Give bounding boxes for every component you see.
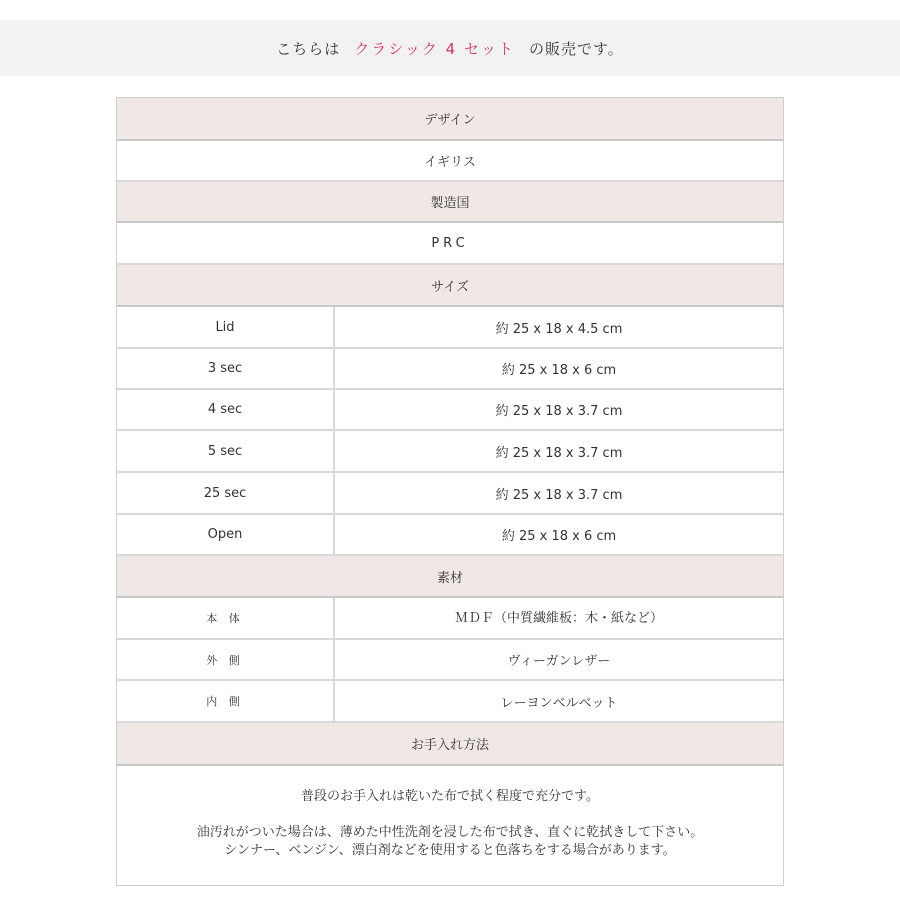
design-row (117, 141, 783, 182)
material-label: 素材 (436, 570, 463, 586)
design-header (117, 98, 783, 141)
material-row (117, 681, 783, 723)
material-row-value: ヴィーガンレザー (507, 654, 611, 669)
care-label: お手入れ方法 (410, 738, 489, 753)
care-paragraph-2 (117, 824, 783, 860)
size-row-value: 約 25 x 18 x 3.7 cm (495, 445, 623, 461)
size-row (117, 515, 783, 556)
size-row-name: 5 sec (117, 431, 335, 471)
material-row (117, 598, 783, 640)
intro-banner (0, 20, 900, 76)
banner-suffix: の販売です。 (528, 39, 624, 58)
size-row-name: 25 sec (117, 473, 335, 513)
size-row-value: 約 25 x 18 x 6 cm (501, 363, 617, 378)
size-row-value: 約 25 x 18 x 4.5 cm (495, 321, 623, 337)
origin-label: 製造国 (430, 196, 470, 211)
banner-prefix: こちらは (276, 39, 341, 58)
origin-value: PRC (431, 235, 469, 251)
origin-header (117, 182, 783, 223)
care-line-1: 普段のお手入れは乾いた布で拭く程度で充分です。 (301, 789, 599, 804)
spec-table (116, 97, 784, 886)
size-header (117, 265, 783, 307)
care-text (117, 766, 783, 885)
size-row-value: 約 25 x 18 x 3.7 cm (495, 404, 623, 419)
size-row-name: Open (117, 515, 335, 554)
size-row-name: Lid (117, 307, 335, 347)
size-row (117, 431, 783, 473)
care-line-3: シンナー、ベンジン、漂白剤などを使用すると色落ちをする場合があります。 (224, 843, 676, 858)
size-row-value: 約 25 x 18 x 3.7 cm (495, 487, 623, 503)
material-header (117, 556, 783, 598)
material-row-name: 本 体 (117, 598, 335, 638)
size-row (117, 307, 783, 349)
size-row (117, 349, 783, 390)
size-row (117, 390, 783, 431)
material-row-value: ＭＤＦ（中質繊維板：木・紙など） (454, 611, 663, 626)
size-row (117, 473, 783, 515)
material-row-name: 外 側 (117, 640, 335, 679)
design-label: デザイン (424, 113, 476, 128)
origin-row (117, 223, 783, 265)
size-row-value: 約 25 x 18 x 6 cm (501, 529, 617, 544)
size-row-name: 4 sec (117, 390, 335, 429)
care-line-2: 油汚れがついた場合は、薄めた中性洗剤を浸した布で拭き、直ぐに乾拭きして下さい。 (196, 825, 704, 840)
material-row-name: 内 側 (117, 681, 335, 721)
material-row-value: レーヨンベルベット (500, 695, 618, 711)
design-value: イギリス (424, 155, 476, 170)
size-row-name: 3 sec (117, 349, 335, 388)
material-row (117, 640, 783, 681)
size-label: サイズ (431, 279, 469, 295)
product-name: クラシック 4 セット (354, 39, 515, 58)
care-header (117, 723, 783, 766)
